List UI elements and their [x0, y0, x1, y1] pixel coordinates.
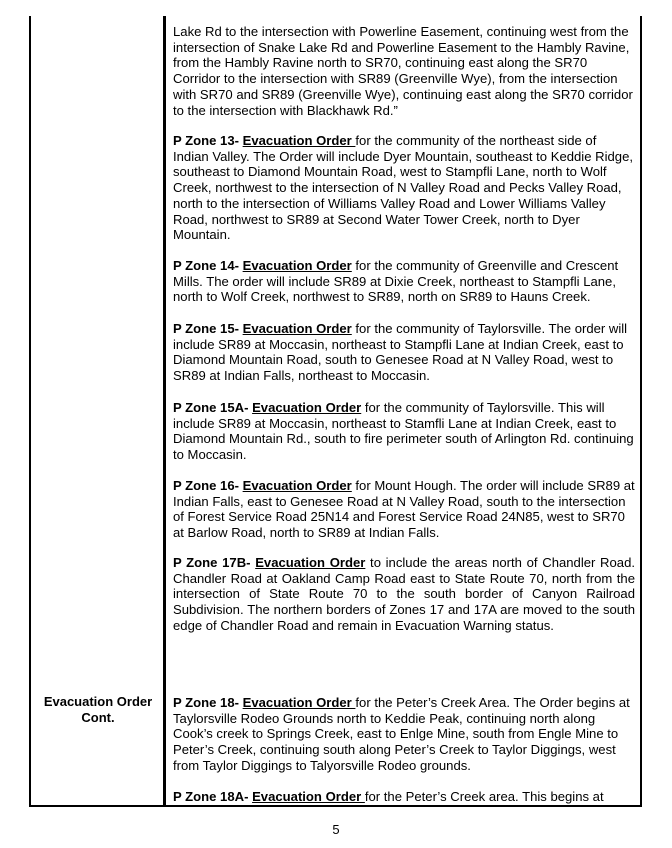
zone-description: for the Peter’s Creek area. This begins at	[364, 789, 604, 804]
evacuation-order-label: Evacuation Order	[255, 555, 366, 570]
zone-title: P Zone 18-	[173, 695, 243, 710]
label-column	[31, 16, 165, 805]
zone-15a-paragraph	[173, 400, 635, 463]
zone-description: for the community of Taylorsville. The order will include SR89 at Moccasin, northeast to Stampfli Lane at Indian Creek, east to Diamond Mountain Road, south to Genesee Road at N Valley Road, west to SR89 at Indian Falls, northeast to Moccasin.	[173, 321, 628, 384]
zone-18a-paragraph	[173, 789, 635, 805]
zone-description: for the community of Greenville and Crescent Mills. The order will include SR89 at Dixie Creek, northeast to Stampfli Lane, north to Wolf Creek, northwest to SR89, north on SR89 to Hauns Creek.	[173, 258, 619, 305]
zone-14-paragraph	[173, 258, 635, 305]
zone-description: for the community of the northeast side of Indian Valley. The Order will include Dyer Mountain, southeast to Keddie Ridge, southeast to Diamond Mountain Road, west to Stampfli Lane, north to Wolf Creek, northwest to the intersection of N Valley Road and Pecks Valley Road, north to the intersection of Williams Valley Road and Lower Williams Valley Road, northwest to SR89 at Second Water Tower Creek, north to Dyer Mountain.	[173, 133, 633, 243]
evacuation-order-label: Evacuation Order	[242, 258, 352, 273]
zone-15-paragraph	[173, 321, 635, 384]
section-label: Evacuation Order Cont.	[43, 694, 153, 725]
zone-17b-paragraph	[173, 555, 635, 634]
zone-title: P Zone 15A-	[173, 400, 253, 415]
evacuation-order-label: Evacuation Order	[252, 789, 365, 804]
intro-paragraph: Lake Rd to the intersection with Powerline Easement, continuing west from the intersection of Snake Lake Rd and Powerline Easement to the Hambly Ravine, from the Hambly Ravine north to SR70, continuing east along the SR70 Corridor to the intersection with SR89 (Greenville Wye), from the intersection with SR70 and SR89 (Greenville Wye), continuing east along the SR70 corridor to the intersection with Blackhawk Rd.”	[173, 24, 633, 118]
evacuation-order-label: Evacuation Order	[242, 478, 352, 493]
zone-16-paragraph	[173, 478, 635, 541]
content-column	[165, 16, 642, 805]
zone-13-paragraph	[173, 133, 635, 243]
zone-title: P Zone 18A-	[173, 789, 253, 804]
zone-description: to include the areas north of Chandler Road. Chandler Road at Oakland Camp Road east to State Route 70, north from the intersection of State Route 70 to the south border of Canyon Railroad Subdivision. The northern borders of Zones 17 and 17A are moved to the south edge of Chandler Road and remain in Evacuation Warning status.	[173, 555, 635, 633]
zone-title: P Zone 16-	[173, 478, 243, 493]
evacuation-order-label: Evacuation Order	[242, 695, 356, 710]
page-number: 5	[332, 822, 340, 837]
zone-description: for the community of Taylorsville. This will include SR89 at Moccasin, northeast to Stamfli Lane at Indian Creek, east to Diamond Mountain Rd., south to fire perimeter south of Arlington Rd. continuing to Moccasin.	[173, 400, 634, 463]
zone-description: for the Peter’s Creek Area. The Order begins at Taylorsville Rodeo Grounds north to Keddie Peak, continuing north along Cook’s creek to Springs Creek, east to Enlge Mine, south from Engle Mine to Peter’s Creek, continuing south along Peter’s Creek to Taylor Diggings, west from Taylor Diggings to Talyorsville Rodeo grounds.	[173, 695, 630, 773]
evacuation-order-label: Evacuation Order	[252, 400, 362, 415]
zone-title: P Zone 17B-	[173, 555, 256, 570]
zone-description: for Mount Hough. The order will include SR89 at Indian Falls, east to Genesee Road at N Valley Road, south to the intersection of Forest Service Road 25N14 and Forest Service Road 24N85, west to SR70 at Barlow Road, north to SR89 at Indian Falls.	[173, 478, 635, 541]
document-table	[29, 16, 642, 807]
zone-title: P Zone 13-	[173, 133, 243, 148]
zone-title: P Zone 15-	[173, 321, 243, 336]
zone-18-paragraph	[173, 695, 635, 774]
evacuation-order-label: Evacuation Order	[242, 133, 356, 148]
evacuation-order-label: Evacuation Order	[242, 321, 352, 336]
zone-title: P Zone 14-	[173, 258, 243, 273]
